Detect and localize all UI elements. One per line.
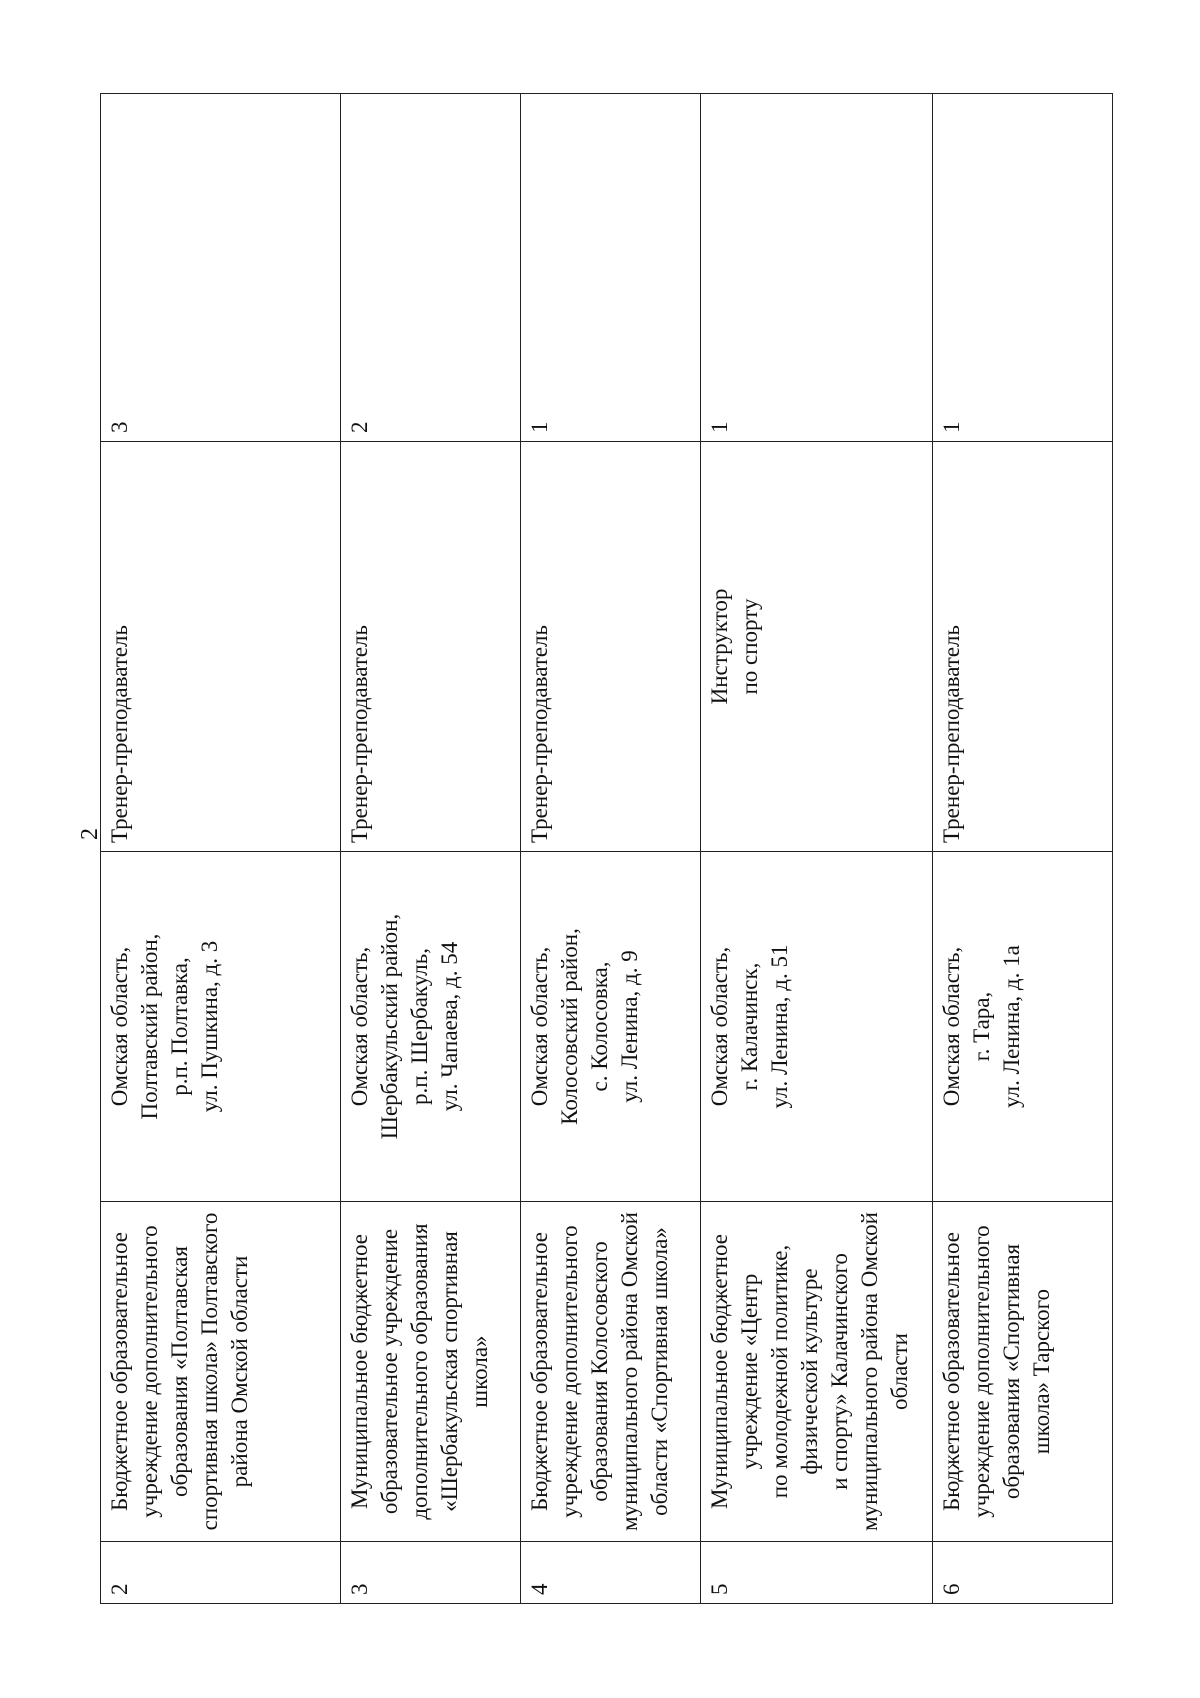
position-text: Тренер-преподаватель	[107, 624, 132, 843]
address-cell	[933, 852, 1113, 1202]
organization-name: Бюджетное образовательное учреждение дополнительного образования Колосовского муниципального района Омской области «Спортивная школа»	[527, 1212, 672, 1531]
quantity-cell: 3	[101, 94, 341, 442]
organization-name: Бюджетное образовательное учреждение дополнительного образования «Полтавская спортивная школа» Полтавского района Омской области	[107, 1212, 252, 1531]
row-number: 3	[341, 1542, 521, 1604]
position-text: Инструктор по спорту	[707, 588, 762, 705]
position-cell	[933, 442, 1113, 852]
position-cell	[341, 442, 521, 852]
position-text: Тренер-преподаватель	[527, 624, 552, 843]
position-text: Тренер-преподаватель	[347, 624, 372, 843]
quantity-cell: 1	[701, 94, 933, 442]
organization-name: Бюджетное образовательное учреждение дополнительного образования «Спортивная школа» Тарского	[939, 1225, 1054, 1518]
address-text: Омская область, Полтавский район, р.п. Полтавка, ул. Пушкина, д. 3	[107, 933, 222, 1120]
address-text: Омская область, г. Тара, ул. Ленина, д. 1а	[939, 945, 1024, 1108]
organization-cell	[521, 1202, 701, 1542]
row-number: 2	[101, 1542, 341, 1604]
address-cell	[701, 852, 933, 1202]
table-row	[341, 94, 521, 1604]
address-cell	[341, 852, 521, 1202]
row-number: 6	[933, 1542, 1113, 1604]
organization-cell	[933, 1202, 1113, 1542]
table-row	[701, 94, 933, 1604]
organization-name: Муниципальное бюджетное учреждение «Центр по молодежной политике, физической культуре и спорту» Калачинского муниципального района Омской области	[707, 1212, 912, 1531]
organization-cell	[341, 1202, 521, 1542]
table-row	[101, 94, 341, 1604]
address-cell	[101, 852, 341, 1202]
organization-name: Муниципальное бюджетное образовательное учреждение дополнительного образования «Шербакульская спортивная школа»	[347, 1223, 492, 1520]
position-cell	[101, 442, 341, 852]
position-text: Тренер-преподаватель	[939, 624, 964, 843]
organization-cell	[101, 1202, 341, 1542]
position-cell	[521, 442, 701, 852]
address-text: Омская область, Шербакульский район, р.п. Шербакуль, ул. Чапаева, д. 54	[347, 913, 462, 1140]
rotated-table-container	[100, 94, 1112, 1604]
address-cell	[521, 852, 701, 1202]
address-text: Омская область, г. Калачинск, ул. Ленина, д. 51	[707, 944, 792, 1109]
row-number: 4	[521, 1542, 701, 1604]
organization-cell	[701, 1202, 933, 1542]
position-cell	[701, 442, 933, 852]
quantity-cell: 2	[341, 94, 521, 442]
quantity-cell: 1	[521, 94, 701, 442]
positions-table	[100, 93, 1113, 1604]
address-text: Омская область, Колосовский район, с. Колосовка, ул. Ленина, д. 9	[527, 928, 642, 1125]
table-row	[933, 94, 1113, 1604]
table-row	[521, 94, 701, 1604]
quantity-cell: 1	[933, 94, 1113, 442]
row-number: 5	[701, 1542, 933, 1604]
page-number: 2	[77, 828, 103, 840]
